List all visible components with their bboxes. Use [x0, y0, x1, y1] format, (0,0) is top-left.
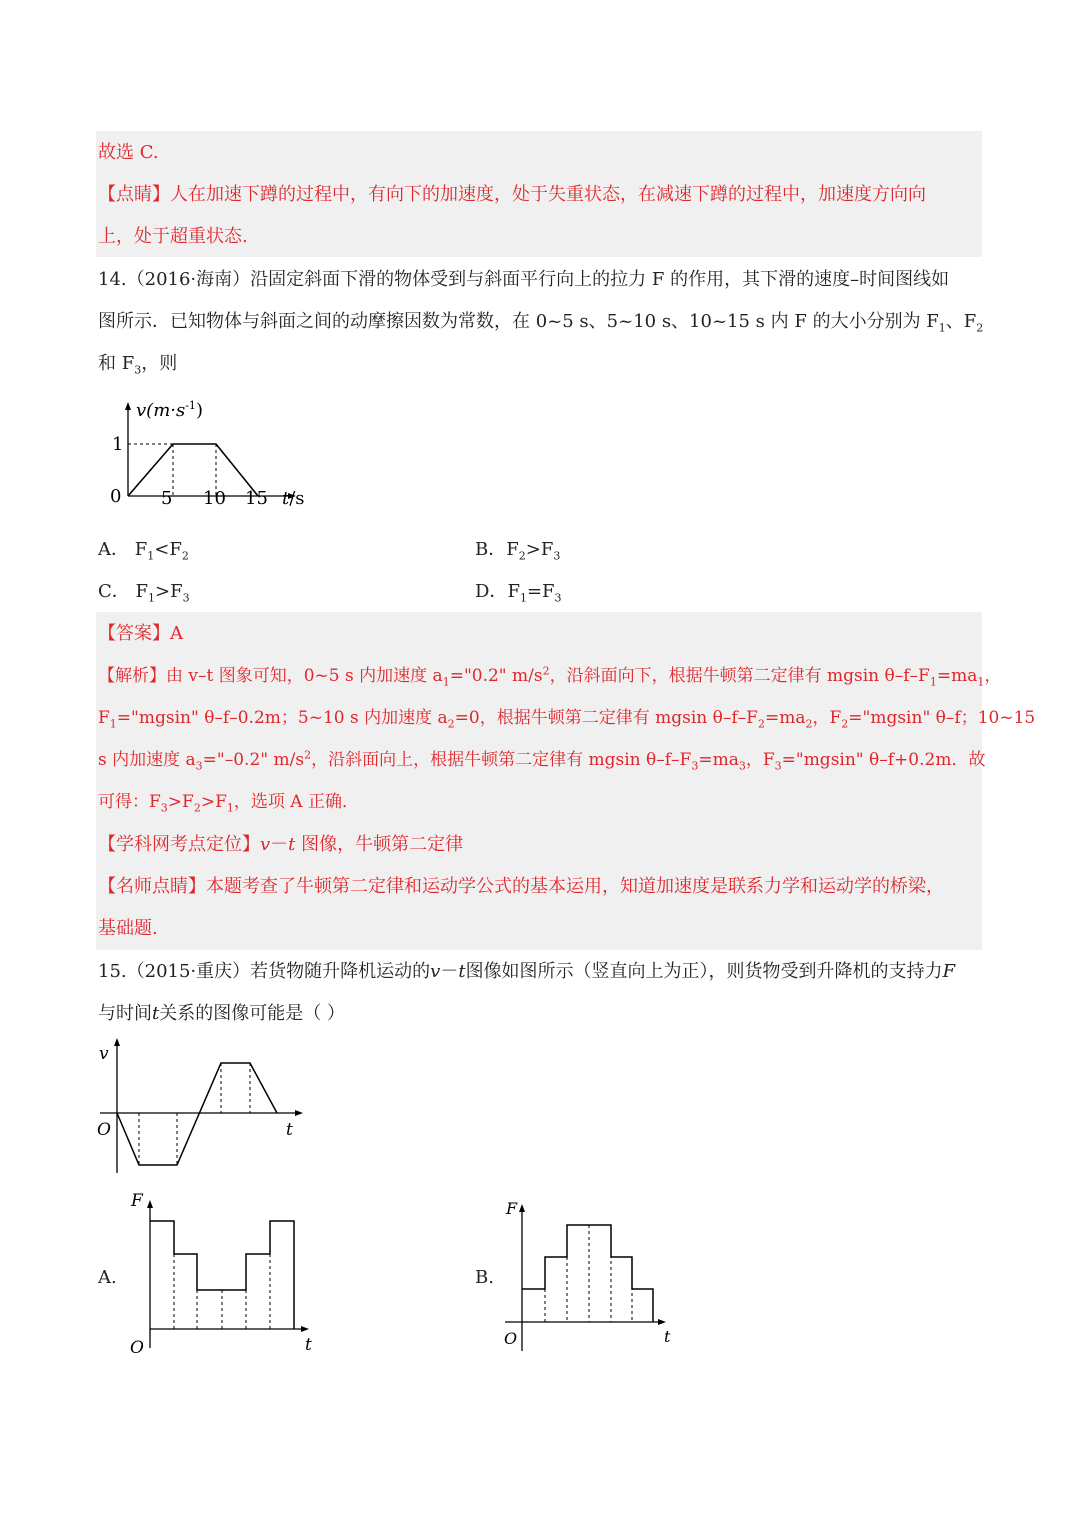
tip-line-2: 上，处于超重状态.: [98, 226, 248, 247]
q15-velocity-time-graph: [95, 1035, 310, 1175]
q14-stem-line-1: 14.（2016·海南）沿固定斜面下滑的物体受到与斜面平行向上的拉力 F 的作用，其下滑的速度–时间图线如: [98, 269, 950, 290]
q15-velocity-line: [117, 1063, 277, 1165]
q15-a-t-label: t: [305, 1335, 312, 1355]
q14-analysis-line-1: 【解析】由 v–t 图象可知，0~5 s 内加速度 $a_1="0.2$" $m/s^2$，沿斜面向下，根据牛顿第二定律有 mgsin $\theta-f-F_1=ma_1$，: [98, 664, 1002, 689]
q15-stem-line-2: 与时间t关系的图像可能是（ ）: [98, 1003, 345, 1024]
q15-a-f-label: F: [131, 1191, 143, 1211]
q14-option-c[interactable]: C． $F_1>F_3$: [98, 581, 190, 605]
q15-option-b-label[interactable]: B.: [475, 1267, 494, 1288]
q14-y-arrow: [125, 402, 131, 410]
q14-x-tick-10: 10: [203, 488, 226, 509]
q14-velocity-line: [128, 444, 258, 496]
q15-option-a-label[interactable]: A.: [98, 1267, 117, 1288]
q14-teacher-tip-line-1: 【名师点睛】本题考查了牛顿第二定律和运动学公式的基本运用，知道加速度是联系力学和运动学的桥梁，: [98, 876, 944, 897]
q15-v-label: v: [99, 1044, 109, 1064]
q15-a-force-line: [150, 1221, 294, 1329]
q14-answer-box: [96, 612, 982, 950]
q14-x-tick-5: 5: [161, 488, 173, 509]
tip-line-1: [98, 185, 926, 205]
q14-knowledge-point: 【学科网考点定位】v－t 图像，牛顿第二定律: [98, 834, 464, 855]
previous-answer-line: 故选 C.: [98, 142, 159, 163]
q15-t-label: t: [286, 1120, 293, 1140]
q14-x-tick-15: 15: [245, 488, 268, 509]
tip-label: 【点睛】: [98, 184, 170, 205]
q15-t-arrow: [295, 1110, 303, 1116]
q14-stem-3a: 和 F: [98, 353, 135, 374]
q14-stem-2a: 图所示．已知物体与斜面之间的动摩擦因数为常数，在 0~5 s、5~10 s、10~15 s 内 F 的大小分别为 F: [98, 311, 939, 332]
q14-stem-3b: ，则: [141, 353, 178, 374]
q14-analysis-line-2: $F_1="mgsin$" θ–f–0.2m；5~10 s 内加速度 $a_2=0$，根据牛顿第二定律有 mgsin $\theta-f-F_2=ma_2$，$F_2="mgsin$" θ–f；10~15: [98, 708, 1036, 731]
q14-stem-2b: 、F: [945, 311, 977, 332]
q15-a-origin: O: [130, 1338, 144, 1358]
q15-b-t-label: t: [664, 1327, 671, 1346]
q14-option-d[interactable]: D．$F_1=F_3$: [475, 581, 562, 605]
q14-teacher-tip-line-2: 基础题.: [98, 918, 158, 939]
tip-text-1: 人在加速下蹲的过程中，有向下的加速度，处于失重状态，在减速下蹲的过程中，加速度方向向: [170, 184, 926, 205]
q15-v-arrow: [114, 1038, 120, 1046]
q14-x-label: t/s: [282, 488, 305, 509]
q14-stem-line-2: 图所示．已知物体与斜面之间的动摩擦因数为常数，在 0~5 s、5~10 s、10~15 s 内 F 的大小分别为 $F_1$、$F_2$: [98, 311, 984, 335]
q15-origin: O: [97, 1120, 111, 1140]
q15-option-a-graph[interactable]: [125, 1188, 325, 1363]
q15-b-force-line: [522, 1225, 653, 1322]
q14-y-tick-1: 1: [112, 434, 124, 455]
q14-option-b[interactable]: B．$F_2>F_3$: [475, 539, 561, 563]
q14-analysis-line-3: s 内加速度 $a_3="-0.2$" $m/s^2$，沿斜面向上，根据牛顿第二定律有 mgsin $\theta-f-F_3=ma_3$，$F_3="mgsin$" θ–f+0.2m．故: [98, 748, 986, 773]
q14-y-label: $v(m\cdot s^{-1})$: [136, 399, 203, 421]
q14-origin-label: 0: [110, 486, 122, 507]
q14-answer: 【答案】A: [98, 623, 183, 644]
q14-option-a[interactable]: A． $F_1<F_2$: [98, 539, 189, 563]
q15-stem-line-1: 15.（2015·重庆）若货物随升降机运动的v－t图像如图所示（竖直向上为正），则货物受到升降机的支持力F: [98, 961, 956, 982]
q15-b-f-label: F: [506, 1199, 518, 1218]
q15-option-b-graph[interactable]: [500, 1196, 690, 1356]
q14-analysis-line-4: 可得：$F_3>F_2>F_1$，选项 A 正确．: [98, 792, 359, 815]
q14-velocity-time-graph: [100, 392, 320, 517]
q14-stem-line-3: 和 $F_3$，则: [98, 353, 178, 377]
q15-b-origin: O: [504, 1329, 518, 1348]
